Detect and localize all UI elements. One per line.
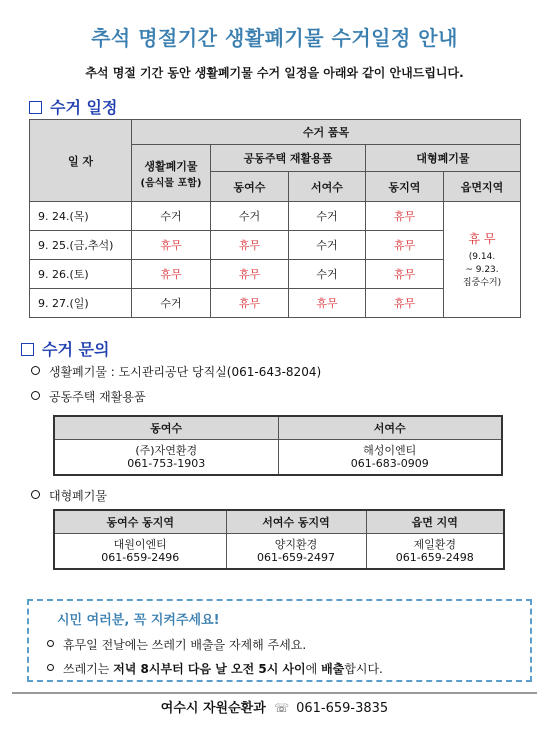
footer-phone: 061-659-3835 bbox=[296, 701, 389, 716]
footer bbox=[0, 697, 549, 716]
inquiry-section-title: 수거 문의 bbox=[42, 340, 110, 359]
header-recycle: 공동주택 재활용품 bbox=[211, 145, 366, 172]
header-eupmyeon: 읍면지역 bbox=[444, 172, 521, 202]
cell-eupmyeon bbox=[444, 202, 521, 318]
schedule-section-title: 수거 일정 bbox=[50, 98, 118, 117]
inquiry-bulky-line bbox=[31, 487, 107, 504]
eupmyeon-off: 휴 무 bbox=[468, 231, 496, 246]
cell-seo: 수거 bbox=[289, 202, 366, 231]
cell-dongji: 휴무 bbox=[366, 231, 444, 260]
bulky-contact-cell bbox=[366, 534, 504, 570]
cell-dongji: 휴무 bbox=[366, 202, 444, 231]
notice-line-2 bbox=[47, 660, 383, 677]
notice-line-2-time: 저녁 8시부터 다음 날 오전 5시 사이 bbox=[113, 662, 306, 676]
cell-seo: 휴무 bbox=[289, 289, 366, 318]
inquiry-recycle-line bbox=[31, 388, 146, 405]
header-life-waste bbox=[132, 145, 211, 202]
cell-seo: 수거 bbox=[289, 231, 366, 260]
notice-line-1-text: 휴무일 전날에는 쓰레기 배출을 자제해 주세요. bbox=[63, 638, 307, 652]
company-phone: 061-683-0909 bbox=[350, 457, 429, 470]
intro-text: 추석 명절 기간 동안 생활폐기물 수거 일정을 아래와 같이 안내드립니다. bbox=[85, 66, 464, 80]
cell-seo: 수거 bbox=[289, 260, 366, 289]
bulky-contact-table bbox=[53, 509, 505, 570]
bulky-area-header: 서여수 동지역 bbox=[226, 510, 366, 534]
header-dongji: 동지역 bbox=[366, 172, 444, 202]
checkbox-square-icon bbox=[29, 101, 42, 114]
footer-org: 여수시 자원순환과 bbox=[160, 701, 266, 716]
cell-dongji: 휴무 bbox=[366, 260, 444, 289]
cell-life: 수거 bbox=[132, 202, 211, 231]
recycle-area-header: 동여수 bbox=[54, 416, 278, 440]
bullet-dot-icon bbox=[47, 664, 54, 671]
recycle-area-header: 서여수 bbox=[278, 416, 502, 440]
header-items: 수거 품목 bbox=[132, 120, 521, 145]
schedule-table bbox=[29, 119, 521, 318]
circle-bullet-icon bbox=[31, 490, 40, 499]
notice-title: 시민 여러분, 꼭 지켜주세요! bbox=[57, 613, 220, 628]
inquiry-life-text: 생활폐기물 : 도시관리공단 당직실(061-643-8204) bbox=[49, 365, 322, 379]
bullet-dot-icon bbox=[47, 640, 54, 647]
notice-line-1 bbox=[47, 636, 306, 653]
cell-dong: 휴무 bbox=[211, 289, 289, 318]
cell-dong: 수거 bbox=[211, 202, 289, 231]
footer-divider bbox=[12, 692, 537, 694]
eupmyeon-note-3: 집중수거) bbox=[462, 277, 502, 288]
notice-line-2-a: 쓰레기는 bbox=[63, 662, 114, 676]
company-phone: 061-659-2498 bbox=[395, 551, 474, 564]
eupmyeon-note-1: (9.14. bbox=[468, 251, 496, 262]
header-life-sub: (음식물 포함) bbox=[140, 177, 202, 189]
inquiry-life-line bbox=[31, 363, 321, 380]
circle-bullet-icon bbox=[31, 391, 40, 400]
notice-box bbox=[27, 599, 532, 682]
company-phone: 061-659-2497 bbox=[257, 551, 335, 564]
checkbox-square-icon bbox=[21, 343, 34, 356]
header-dong: 동여수 bbox=[211, 172, 289, 202]
bulky-area-header: 동여수 동지역 bbox=[54, 510, 226, 534]
cell-life: 휴무 bbox=[132, 260, 211, 289]
recycle-contact-cell bbox=[54, 440, 278, 476]
cell-dong: 휴무 bbox=[211, 231, 289, 260]
company-name: (주)자연환경 bbox=[135, 444, 198, 457]
header-date: 일 자 bbox=[30, 120, 132, 202]
row-date: 9. 26.(토) bbox=[30, 260, 132, 289]
table-row bbox=[30, 202, 521, 231]
row-date: 9. 27.(일) bbox=[30, 289, 132, 318]
company-name: 해성이엔티 bbox=[363, 444, 417, 457]
circle-bullet-icon bbox=[31, 366, 40, 375]
notice-line-2-c: 에 bbox=[305, 662, 322, 676]
row-date: 9. 25.(금,추석) bbox=[30, 231, 132, 260]
header-seo: 서여수 bbox=[289, 172, 366, 202]
company-name: 대원이엔티 bbox=[113, 538, 167, 551]
bulky-contact-cell bbox=[226, 534, 366, 570]
notice-line-2-e: 합시다. bbox=[344, 662, 383, 676]
schedule-section-heading bbox=[29, 95, 117, 118]
header-life-label: 생활폐기물 bbox=[144, 159, 198, 173]
company-phone: 061-659-2496 bbox=[101, 551, 180, 564]
cell-dongji: 휴무 bbox=[366, 289, 444, 318]
cell-life: 수거 bbox=[132, 289, 211, 318]
bulky-contact-cell bbox=[54, 534, 226, 570]
telephone-icon: ☏ bbox=[273, 701, 289, 715]
cell-dong: 휴무 bbox=[211, 260, 289, 289]
company-name: 양지환경 bbox=[274, 538, 318, 551]
recycle-contact-table bbox=[53, 415, 503, 476]
notice-line-2-emphasis: 배출 bbox=[321, 662, 345, 676]
header-bulky: 대형폐기물 bbox=[366, 145, 521, 172]
cell-life: 휴무 bbox=[132, 231, 211, 260]
inquiry-bulky-text: 대형폐기물 bbox=[49, 489, 107, 503]
recycle-contact-cell bbox=[278, 440, 502, 476]
inquiry-section-heading bbox=[21, 337, 109, 360]
row-date: 9. 24.(목) bbox=[30, 202, 132, 231]
eupmyeon-note-2: ~ 9.23. bbox=[465, 264, 499, 275]
page-title: 추석 명절기간 생활폐기물 수거일정 안내 bbox=[91, 26, 458, 50]
inquiry-recycle-text: 공동주택 재활용품 bbox=[49, 390, 146, 404]
bulky-area-header: 읍면 지역 bbox=[366, 510, 504, 534]
company-phone: 061-753-1903 bbox=[127, 457, 206, 470]
company-name: 제일환경 bbox=[413, 538, 456, 551]
